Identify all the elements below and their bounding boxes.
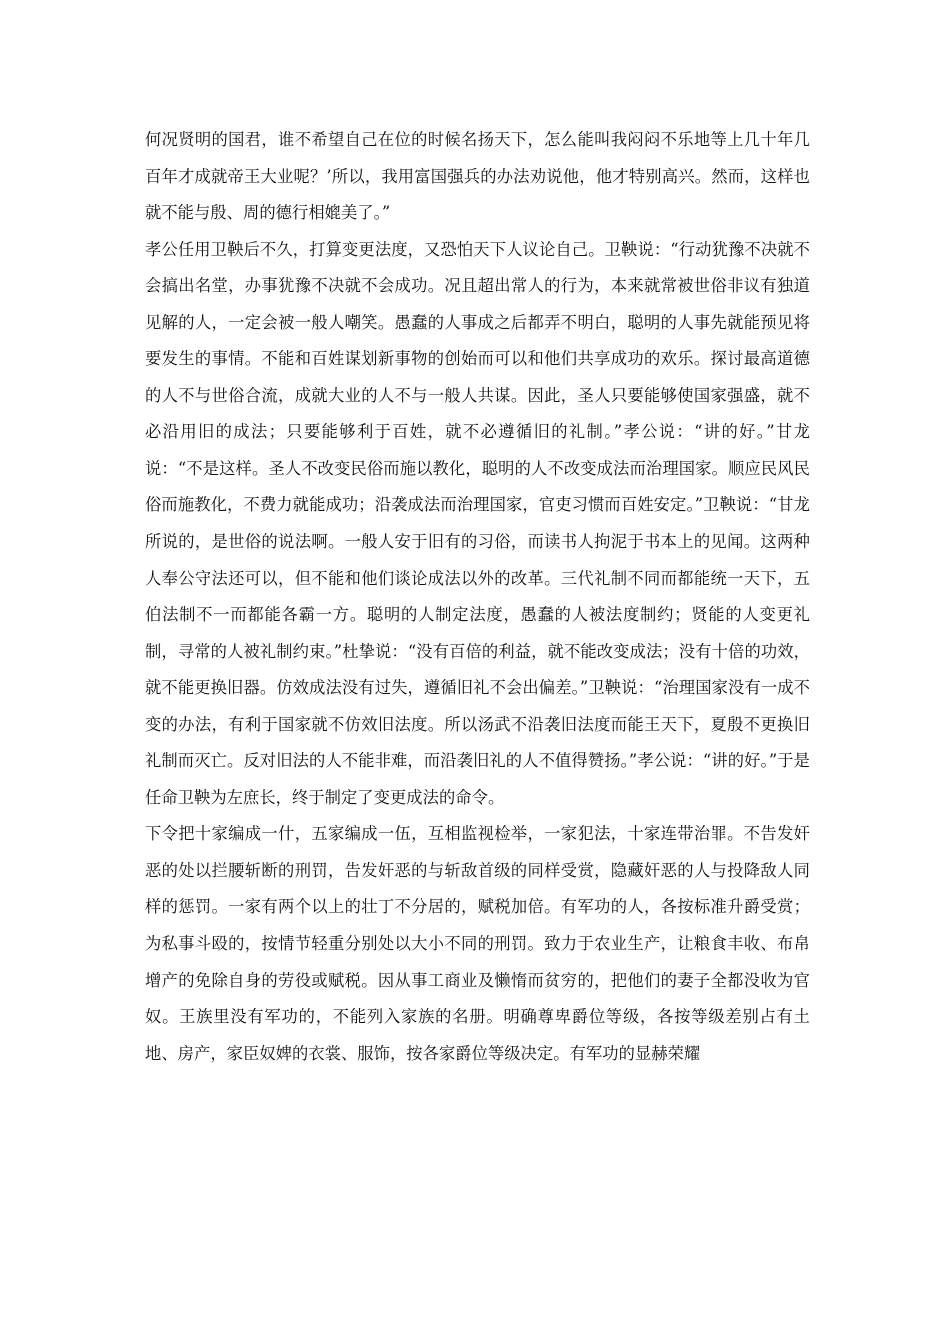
- paragraph-2: 孝公任用卫鞅后不久，打算变更法度，又恐怕天下人议论自己。卫鞅说：“行动犹豫不决就不会搞出名堂，办事犹豫不决就不会成功。况且超出常人的行为，本来就常被世俗非议有独道见解的人，一定会被一般人嘲笑。愚蠢的人事成之后都弄不明白，聪明的人事先就能预见将要发生的事情。不能和百姓谋划新事物的创始而可以和他们共享成功的欢乐。探讨最高道德的人不与世俗合流，成就大业的人不与一般人共谋。因此，圣人只要能够使国家强盛，就不必沿用旧的成法；只要能够利于百姓，就不必遵循旧的礼制。”孝公说：“讲的好。”甘龙说：“不是这样。圣人不改变民俗而施以教化，聪明的人不改变成法而治理国家。顺应民风民俗而施教化，不费力就能成功；沿袭成法而治理国家，官吏习惯而百姓安定。”卫鞅说：“甘龙所说的，是世俗的说法啊。一般人安于旧有的习俗，而读书人拘泥于书本上的见闻。这两种人奉公守法还可以，但不能和他们谈论成法以外的改革。三代礼制不同而都能统一天下，五伯法制不一而都能各霸一方。聪明的人制定法度，愚蠢的人被法度制约；贤能的人变更礼制，寻常的人被礼制约束。”杜挚说：“没有百倍的利益，就不能改变成法；没有十倍的功效，就不能更换旧器。仿效成法没有过失，遵循旧礼不会出偏差。”卫鞅说：“治理国家没有一成不变的办法，有利于国家就不仿效旧法度。所以汤武不沿袭旧法度而能王天下，夏殷不更换旧礼制而灭亡。反对旧法的人不能非难，而沿袭旧礼的人不值得赞扬。”孝公说：“讲的好。”于是任命卫鞅为左庶长，终于制定了变更成法的命令。: [145, 239, 810, 807]
- paragraph-1: 何况贤明的国君，谁不希望自己在位的时候名扬天下，怎么能叫我闷闷不乐地等上几十年几百年才成就帝王大业呢？’所以，我用富国强兵的办法劝说他，他才特别高兴。然而，这样也就不能与殷、周的德行相媲美了。”: [145, 130, 810, 223]
- document-page: [145, 122, 810, 1072]
- paragraph-3: 下令把十家编成一什，五家编成一伍，互相监视检举，一家犯法，十家连带治罪。不告发奸恶的处以拦腰斩断的刑罚，告发奸恶的与斩敌首级的同样受赏，隐藏奸恶的人与投降敌人同样的惩罚。一家有两个以上的壮丁不分居的，赋税加倍。有军功的人，各按标准升爵受赏；为私事斗殴的，按情节轻重分别处以大小不同的刑罚。致力于农业生产，让粮食丰收、布帛增产的免除自身的劳役或赋税。因从事工商业及懒惰而贫穷的，把他们的妻子全都没收为官奴。王族里没有军功的，不能列入家族的名册。明确尊卑爵位等级，各按等级差别占有土地、房产，家臣奴婢的衣裳、服饰，按各家爵位等级决定。有军功的显赫荣耀: [145, 824, 810, 1063]
